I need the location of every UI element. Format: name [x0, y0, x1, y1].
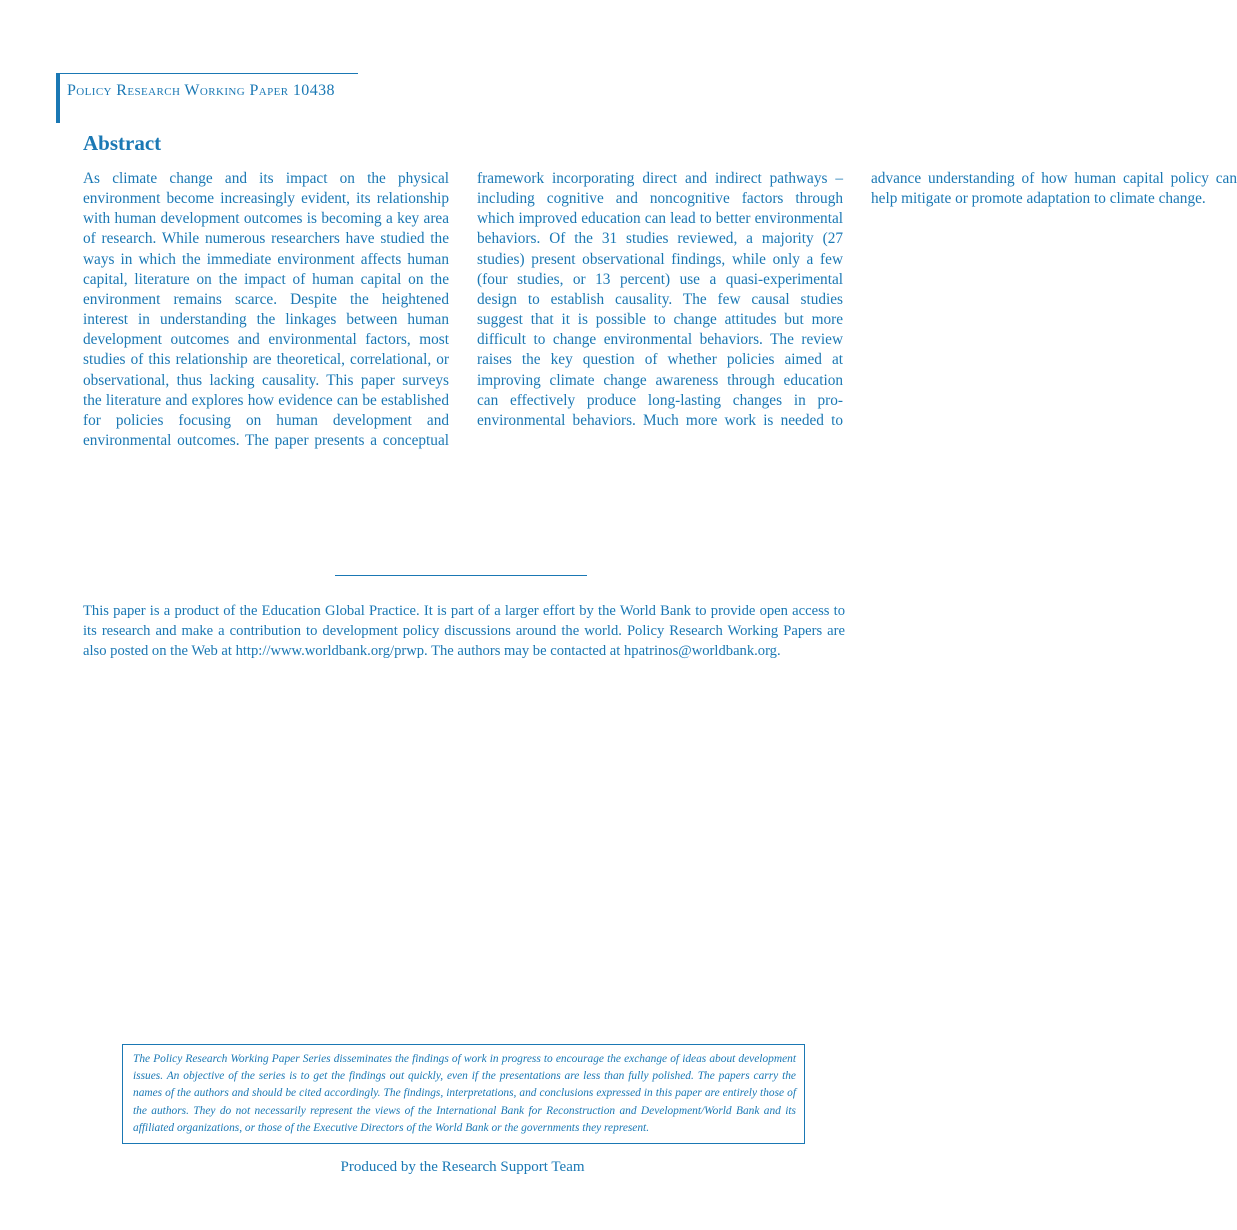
series-label: Policy Research Working Paper 10438: [67, 82, 335, 99]
footer-credit: Produced by the Research Support Team: [340, 1159, 585, 1175]
disclaimer-text: The Policy Research Working Paper Series disseminates the findings of work in progress to encourage the exchange of ideas about development issues. An objective of the series is to get the findings out quickly, even if the presentations are less than fully polished. The papers carry the names of the authors and should be cited accordingly. The findings, interpretations, and conclusions expressed in this paper are entirely those of the authors. They do not necessarily represent the views of the International Bank for Reconstruction and Development/World Bank and its affiliated organizations, or those of the Executive Directors of the World Bank or the governments they represent.: [133, 1053, 796, 1134]
product-note: This paper is a product of the Education Global Practice. It is part of a larger effort by the World Bank to provide open access to its research and make a contribution to development policy discussions around the world. Policy Research Working Papers are also posted on the Web at http://www.worldbank.org/prwp. The authors may be contacted at hpatrinos@worldbank.org.: [83, 603, 845, 660]
series-top-rule: [56, 73, 358, 74]
disclaimer-box: [122, 1044, 805, 1144]
abstract-heading: Abstract: [83, 131, 162, 155]
abstract-body: As climate change and its impact on the physical environment become increasingly evident, its relationship with human development outcomes is becoming a key area of research. While numerous researchers have studied the ways in which the immediate environment affects human capital, literature on the impact of human capital on the environment remains scarce. Despite the heightened interest in understanding the linkages between human development outcomes and environmental factors, most studies of this relationship are theoretical, correlational, or observational, thus lacking causality. This paper surveys the literature and explores how evidence can be established for policies focusing on human development and environmental outcomes. The paper presents a conceptual framework incorporating direct and indirect pathways – including cognitive and noncognitive factors through which improved education can lead to better environmental behaviors. Of the 31 studies reviewed, a majority (27 studies) present observational findings, while only a few (four studies, or 13 percent) use a quasi-experimental design to establish causality. The few causal studies suggest that it is possible to change attitudes but more difficult to change environmental behaviors. The review raises the key question of whether policies aimed at improving climate change awareness through education can effectively produce long-lasting changes in pro-environmental behaviors. Much more work is needed to advance understanding of how human capital policy can help mitigate or promote adaptation to climate change.: [83, 170, 1237, 450]
series-accent-bar: [56, 73, 60, 123]
section-divider: [335, 575, 587, 576]
